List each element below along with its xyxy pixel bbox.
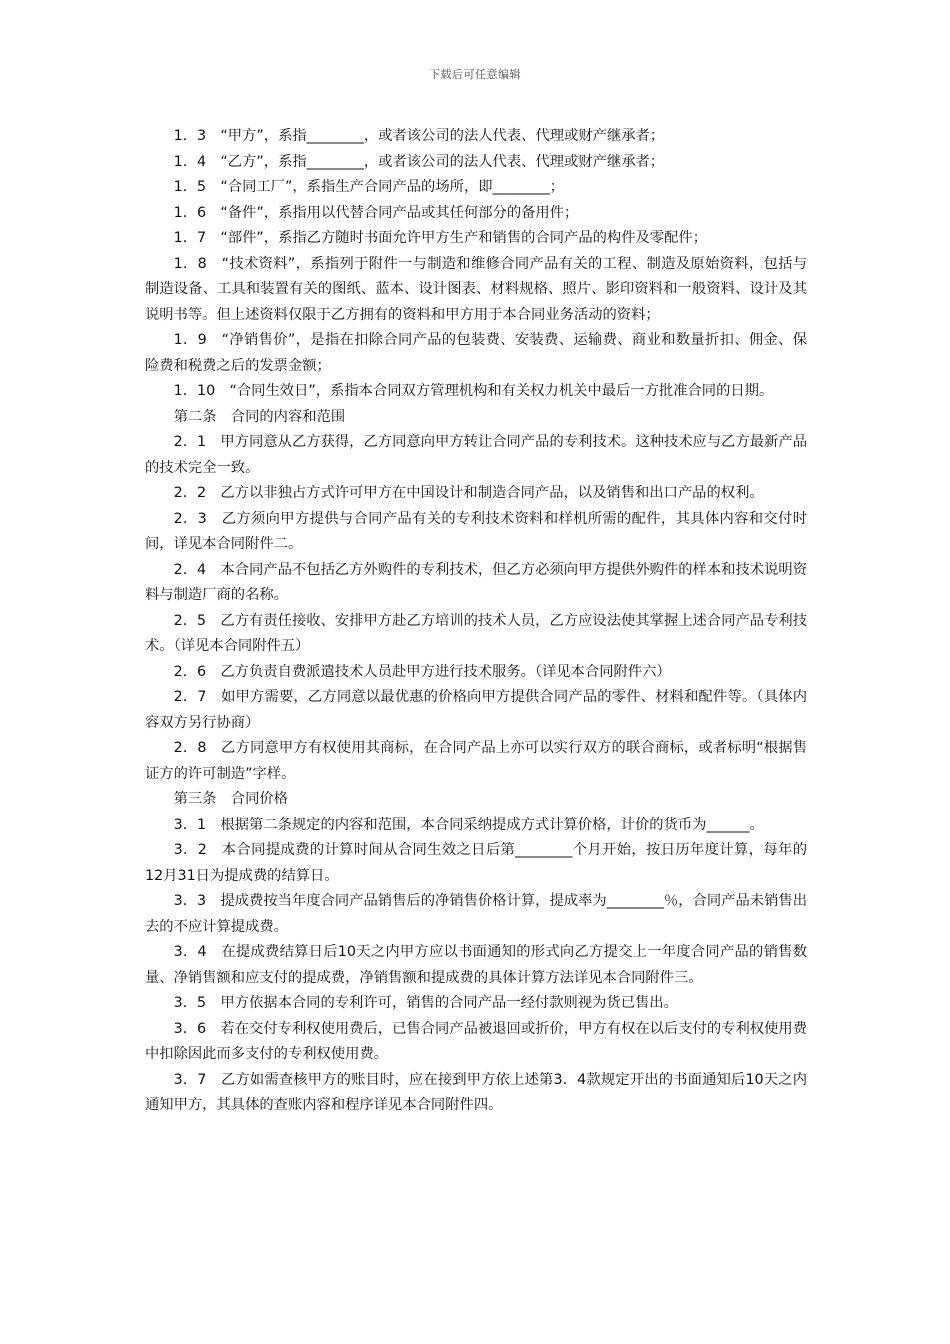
clause-2-2: 2．2 乙方以非独占方式许可甲方在中国设计和制造合同产品，以及销售和出口产品的权利。 [173,485,764,501]
clause-1-8: 1．8 “技术资料”，系指列于附件一与制造和维修合同产品有关的工程、制造及原始资料，包括与制造设备、工具和装置有关的图纸、蓝本、设计图表、材料规格、照片、影印资料和一般资料、设计及其说明书等。但上述资料仅限于乙方拥有的资料和甲方用于本合同业务活动的资料； [145,255,807,323]
article-2-heading: 第二条 合同的内容和范围 [173,408,346,425]
clause-2-8: 2．8 乙方同意甲方有权使用其商标，在合同产品上亦可以实行双方的联合商标，或者标明“根据售证方的许可制造”字样。 [145,740,807,782]
page-header: 下载后可任意编辑 [429,68,521,81]
clause-3-5: 3．5 甲方依据本合同的专利许可，销售的合同产品一经付款则视为货已售出。 [173,995,678,1011]
clause-1-3: 1．3 “甲方”，系指________，或者该公司的法人代表、代理或财产继承者； [173,128,665,144]
clause-3-3: 3．3 提成费按当年度合同产品销售后的净销售价格计算，提成率为________％，合同产品未销售出去的不应计算提成费。 [145,893,807,935]
clause-1-6: 1．6 “备件”，系指用以代替合同产品或其任何部分的备用件； [173,204,579,221]
clause-1-5: 1．5 “合同工厂”，系指生产合同产品的场所，即________； [173,179,565,195]
clause-2-7: 2．7 如甲方需要，乙方同意以最优惠的价格向甲方提供合同产品的零件、材料和配件等。（具体内容双方另行协商） [145,689,807,731]
clause-2-5: 2．5 乙方有责任接收、安排甲方赴乙方培训的技术人员，乙方应设法使其掌握上述合同产品专利技术。（详见本合同附件五） [145,612,807,654]
clause-2-3: 2．3 乙方须向甲方提供与合同产品有关的专利技术资料和样机所需的配件，其具体内容和交付时间，详见本合同附件二。 [145,510,807,552]
clause-3-6: 3．6 若在交付专利权使用费后，已售合同产品被退回或折价，甲方有权在以后支付的专利权使用费中扣除因此而多支付的专利权使用费。 [145,1020,807,1062]
clause-3-1: 3．1 根据第二条规定的内容和范围，本合同采纳提成方式计算价格，计价的货币为______。 [173,816,764,833]
clause-3-2: 3．2 本合同提成费的计算时间从合同生效之日后第________个月开始，按日历年度计算，每年的12月31日为提成费的结算日。 [145,842,807,884]
document-body [145,124,807,1119]
clause-2-4: 2．4 本合同产品不包括乙方外购件的专利技术，但乙方必须向甲方提供外购件的样本和技术说明资料与制造厂商的名称。 [145,561,807,603]
clause-3-7: 3．7 乙方如需查核甲方的账目时，应在接到甲方依上述第3．4款规定开出的书面通知后10天之内通知甲方，其具体的查账内容和程序详见本合同附件四。 [145,1071,807,1113]
clause-2-1: 2．1 甲方同意从乙方获得，乙方同意向甲方转让合同产品的专利技术。这种技术应与乙方最新产品的技术完全一致。 [145,434,807,476]
clause-3-4: 3．4 在提成费结算日后10天之内甲方应以书面通知的形式向乙方提交上一年度合同产品的销售数量、净销售额和应支付的提成费，净销售额和提成费的具体计算方法详见本合同附件三。 [145,944,807,986]
clause-1-4: 1．4 “乙方”，系指________，或者该公司的法人代表、代理或财产继承者； [173,153,665,170]
clause-1-10: 1．10 “合同生效日”，系指本合同双方管理机构和有关权力机关中最后一方批准合同的日期。 [173,383,774,399]
article-3-heading: 第三条 合同价格 [173,791,288,807]
clause-2-6: 2．6 乙方负责自费派遣技术人员赴甲方进行技术服务。（详见本合同附件六） [173,663,671,680]
clause-1-7: 1．7 “部件”，系指乙方随时书面允许甲方生产和销售的合同产品的构件及零配件； [173,230,707,246]
clause-1-9: 1．9 “净销售价”，是指在扣除合同产品的包装费、安装费、运输费、商业和数量折扣、佣金、保险费和税费之后的发票金额； [145,332,807,374]
